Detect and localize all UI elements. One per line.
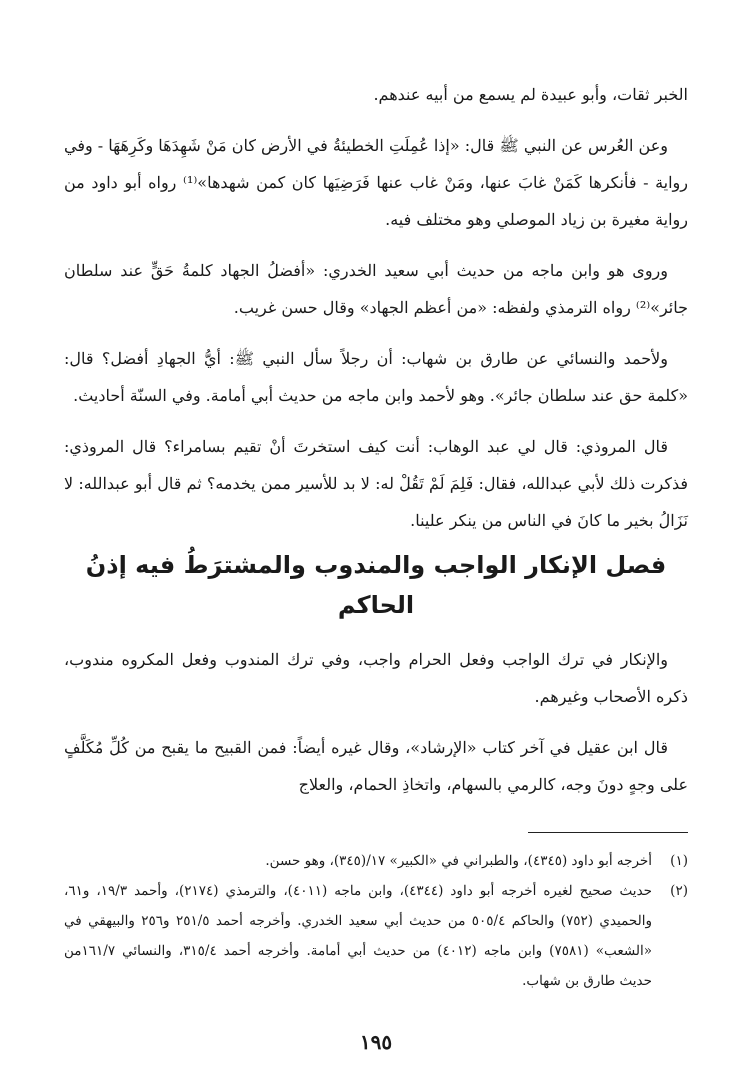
- body-paragraph-1: الخبر ثقات، وأبو عبيدة لم يسمع من أبيه عندهم.: [373, 85, 688, 104]
- section-heading: فصل الإنكار الواجب والمندوب والمشترَطُ فيه إذنُ الحاكم: [85, 551, 667, 619]
- body-paragraph-7: قال ابن عقيل في آخر كتاب «الإرشاد»، وقال غيره أيضاً: فمن القبيح ما يقبح من كُلِّ مُكَلَّفٍ على وجهٍ دونَ وجه، كالرمي بالسهام، واتخاذِ الحمام، والعلاج: [64, 738, 688, 794]
- page-number: ١٩٥: [359, 1030, 393, 1054]
- footnotes: [64, 846, 688, 996]
- footnote-number: (١): [670, 853, 688, 869]
- body-paragraph-3: وروى هو وابن ماجه من حديث أبي سعيد الخدري: «أفضلُ الجهاد كلمةُ حَقٍّ عند سلطان جائر»⁽²⁾ رواه الترمذي ولفظه: «من أعظم الجهاد» وقال حسن غريب.: [64, 261, 688, 317]
- body-paragraph-2: وعن العُرس عن النبي ﷺ قال: «إذا عُمِلَتِ الخطيئةُ في الأرض كان مَنْ شَهِدَهَا وكَرِهَهَا - وفي رواية - فأنكرها كَمَنْ غابَ عنها، ومَنْ غاب عنها فَرَضِيَها كان كمن شهدها»⁽¹⁾ رواه أبو داود من رواية مغيرة بن زياد الموصلي وهو مختلف فيه.: [64, 136, 688, 229]
- footnote-divider: [528, 832, 688, 833]
- body-paragraph-4: ولأحمد والنسائي عن طارق بن شهاب: أن رجلاً سأل النبي ﷺ: أيُّ الجهادِ أفضل؟ قال: «كلمة حق عند سلطان جائر». وهو لأحمد وابن ماجه من حديث أبي أمامة. وفي السنّة أحاديث.: [64, 349, 688, 405]
- footnote-text: حديث صحيح لغيره أخرجه أبو داود (٤٣٤٤)، وابن ماجه (٤٠١١)، والترمذي (٢١٧٤)، وأحمد ١٩/٣، و٦١، والحميدي (٧٥٢) والحاكم ٥٠٥/٤ من حديث أبي سعيد الخدري. وأخرجه أحمد ٢٥١/٥ و٢٥٦ والبيهقي في «الشعب» (٧٥٨١) وابن ماجه (٤٠١٢) من حديث أبي أمامة. وأخرجه أحمد ٣١٥/٤، والنسائي ١٦١/٧من حديث طارق بن شهاب.: [64, 883, 653, 989]
- footnote-text: أخرجه أبو داود (٤٣٤٥)، والطبراني في «الكبير» ١٧/(٣٤٥)، وهو حسن.: [265, 853, 652, 869]
- body-paragraph-6: والإنكار في ترك الواجب وفعل الحرام واجب، وفي ترك المندوب وفعل المكروه مندوب، ذكره الأصحاب وغيرهم.: [64, 650, 688, 706]
- footnote-number: (٢): [670, 883, 688, 899]
- footnote-2: [64, 876, 688, 996]
- footnote-1: [64, 846, 688, 876]
- body-paragraph-5: قال المروذي: قال لي عبد الوهاب: أنت كيف استخرتَ أنْ تقيم بسامراء؟ قال المروذي: فذكرت ذلك لأبي عبدالله، فقال: فَلِمَ لَمْ تَقُلْ له: لا بد للأسير ممن يخدمه؟ ثم قال أبو عبدالله: لا نَزَالُ بخير ما كانَ في الناس من ينكر علينا.: [64, 437, 688, 530]
